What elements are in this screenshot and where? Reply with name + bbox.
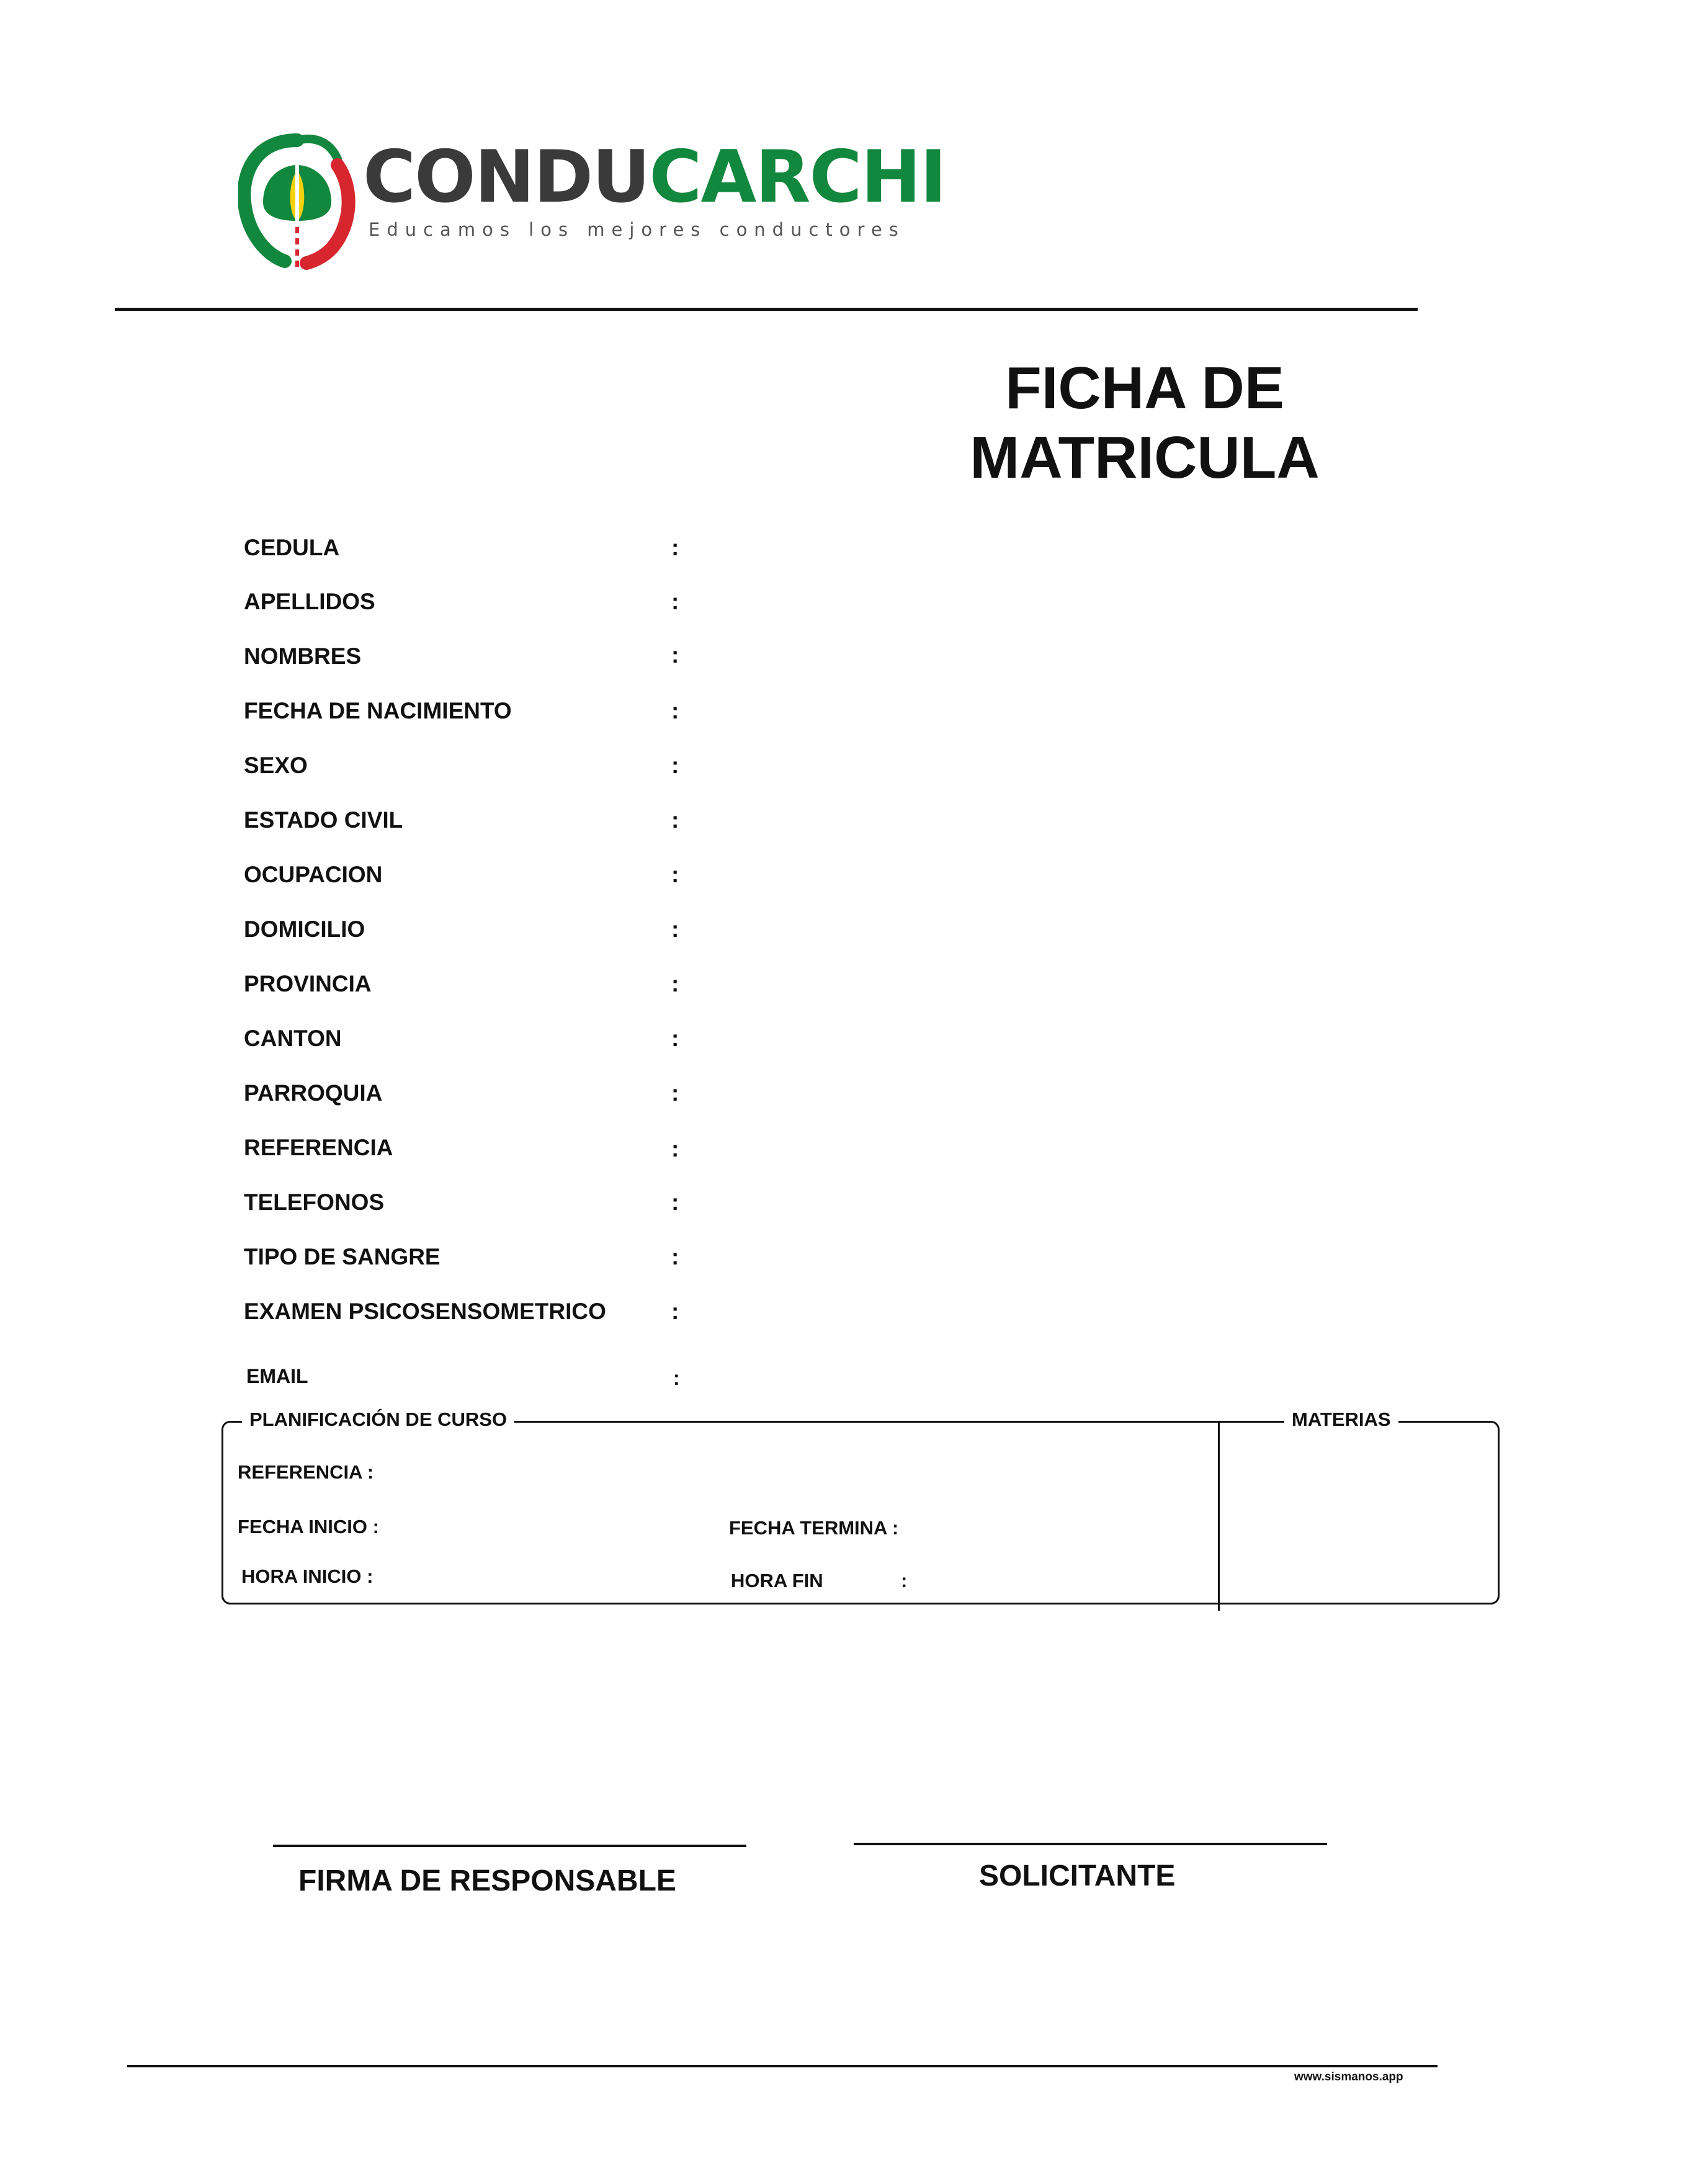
title-line-2: MATRICULA	[970, 424, 1320, 491]
field-label-canton: CANTON	[244, 1026, 342, 1051]
signature-line-solicitante	[854, 1843, 1327, 1845]
field-colon: :	[671, 753, 679, 778]
planning-legend: PLANIFICACIÓN DE CURSO	[242, 1408, 514, 1431]
course-planning-box	[221, 1421, 1500, 1604]
signature-label-solicitante: SOLICITANTE	[979, 1860, 1176, 1892]
field-label-sexo: SEXO	[244, 753, 308, 778]
field-label-estado-civil: ESTADO CIVIL	[244, 807, 403, 833]
field-colon: :	[671, 1189, 679, 1215]
field-label-email: EMAIL	[246, 1365, 308, 1387]
field-label-domicilio: DOMICILIO	[244, 916, 365, 942]
fecha-termina-label: FECHA TERMINA :	[729, 1517, 899, 1539]
field-colon: :	[671, 916, 679, 942]
footer-divider	[127, 2065, 1438, 2067]
field-label-parroquia: PARROQUIA	[244, 1080, 383, 1106]
field-colon: :	[671, 589, 679, 614]
field-label-cedula: CEDULA	[244, 535, 340, 560]
field-label-examen-psicosensometrico: EXAMEN PSICOSENSOMETRICO	[244, 1299, 606, 1324]
field-label-tipo-sangre: TIPO DE SANGRE	[244, 1244, 441, 1269]
hora-inicio-label: HORA INICIO :	[241, 1565, 373, 1587]
field-label-telefonos: TELEFONOS	[244, 1189, 385, 1215]
field-colon: :	[671, 1244, 679, 1269]
field-label-fecha-nacimiento: FECHA DE NACIMIENTO	[244, 698, 512, 723]
field-colon: :	[671, 1026, 679, 1051]
document-title	[918, 354, 1371, 493]
fecha-inicio-label: FECHA INICIO :	[238, 1516, 379, 1537]
signature-label-responsable: FIRMA DE RESPONSABLE	[298, 1864, 676, 1897]
field-colon: :	[671, 698, 679, 723]
field-colon: :	[671, 642, 679, 668]
brand-name-part1: CONDU	[363, 135, 650, 219]
field-colon: :	[671, 862, 679, 887]
brand-tagline: Educamos los mejores conductores	[369, 219, 905, 240]
field-label-apellidos: APELLIDOS	[244, 589, 375, 614]
brand-name-part2: CARCHI	[649, 135, 946, 219]
hora-fin-label: HORA FIN	[731, 1570, 823, 1591]
header-divider	[115, 308, 1418, 311]
hora-fin-colon: :	[901, 1570, 908, 1591]
field-label-provincia: PROVINCIA	[244, 971, 372, 996]
field-label-referencia: REFERENCIA	[244, 1135, 393, 1160]
field-label-nombres: NOMBRES	[244, 643, 362, 669]
materias-legend: MATERIAS	[1284, 1408, 1398, 1431]
field-label-ocupacion: OCUPACION	[244, 862, 383, 887]
planning-materias-divider	[1218, 1421, 1220, 1611]
footer-website: www.sismanos.app	[1294, 2070, 1403, 2083]
conducarchi-logo-icon	[238, 128, 356, 271]
field-colon: :	[671, 971, 679, 996]
field-colon: :	[671, 807, 679, 833]
field-colon: :	[671, 535, 679, 560]
field-colon: :	[673, 1367, 680, 1389]
brand-name	[363, 135, 946, 219]
title-line-1: FICHA DE	[1005, 355, 1284, 421]
planning-referencia-label: REFERENCIA :	[238, 1461, 374, 1483]
field-colon: :	[671, 1299, 679, 1324]
signature-line-responsable	[273, 1845, 746, 1847]
field-colon: :	[671, 1136, 679, 1161]
field-colon: :	[671, 1080, 679, 1106]
